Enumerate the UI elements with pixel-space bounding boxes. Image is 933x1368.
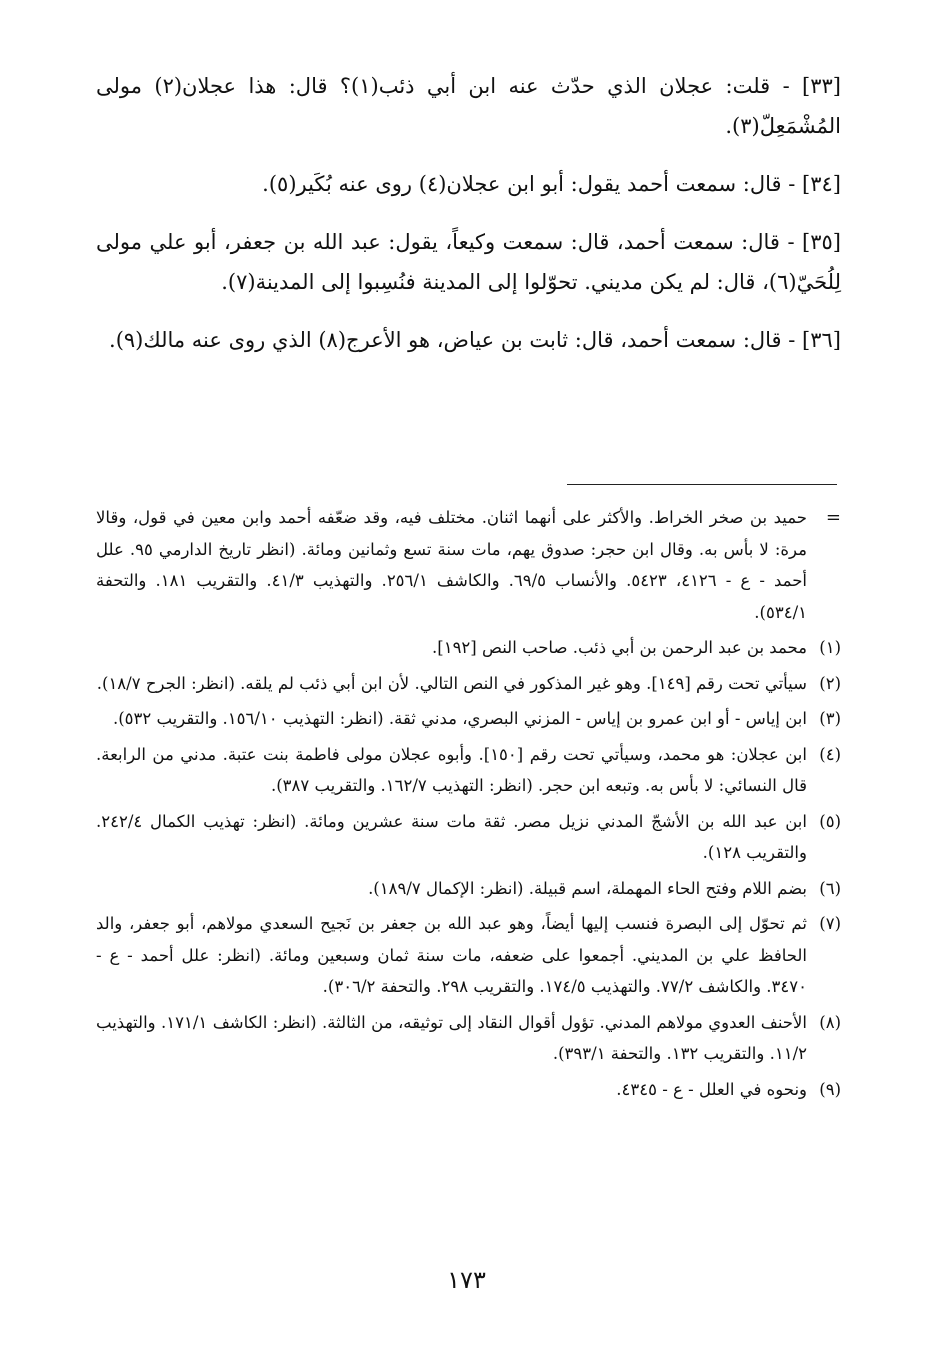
footnote-2	[96, 668, 841, 700]
footnote-text: ابن إياس - أو ابن عمرو بن إياس - المزني البصري، مدني ثقة. (انظر: التهذيب ١٥٦/١٠. والتقريب ٥٣٢).	[112, 709, 807, 728]
footnote-text: ابن عجلان: هو محمد، وسيأتي تحت رقم [١٥٠]. وأبوه عجلان مولى فاطمة بنت عتبة. مدني من الرابعة. قال النسائي: لا بأس به. وتبعه ابن حجر. (انظر: التهذيب ١٦٢/٧. والتقريب ٣٨٧).	[96, 744, 807, 795]
footnote-text: سيأتي تحت رقم [١٤٩]. وهو غير المذكور في النص التالي. لأن ابن أبي ذئب لم يلقه. (انظر: الجرح ١٨/٧).	[96, 673, 807, 693]
footnote-5	[96, 806, 841, 869]
page-number: ١٧٣	[447, 1266, 486, 1294]
footnote-number: (٨)	[819, 1012, 841, 1032]
footnote-text: ابن عبد الله بن الأشجّ المدني نزيل مصر. ثقة مات سنة عشرين ومائة. (انظر: تهذيب الكمال ٢٤٢/٤. والتقريب ١٢٨).	[96, 811, 807, 862]
main-text	[96, 66, 841, 360]
footnote-3	[96, 703, 841, 735]
footnote-text: محمد بن عبد الرحمن بن أبي ذئب. صاحب النص [١٩٢].	[432, 638, 807, 657]
footnote-number: (٦)	[819, 878, 841, 898]
footnote-1	[96, 632, 841, 664]
paragraph-34: [٣٤] - قال: سمعت أحمد يقول: أبو ابن عجلان(٤) روى عنه بُكَير(٥).	[262, 172, 841, 196]
footnote-6	[96, 873, 841, 905]
footnote-number: (٢)	[819, 673, 841, 693]
footnote-9	[96, 1074, 841, 1106]
paragraph-35: [٣٥] - قال: سمعت أحمد، قال: سمعت وكيعاً، يقول: عبد الله بن جعفر، أبو علي مولى لِلُحَيّ(٦)، قال: لم يكن مديني. تحوّلوا إلى المدينة فنُسِبوا إلى المدينة(٧).	[96, 230, 841, 294]
footnote-text: الأحنف العدوي مولاهم المدني. تؤول أقوال النقاد إلى توثيقه، من الثالثة. (انظر: الكاشف ١٧١/١. والتهذيب ١١/٢. والتقريب ١٣٢. والتحفة ٣٩٣/١).	[96, 1012, 808, 1063]
footnote-7	[96, 908, 841, 1003]
footnotes	[96, 502, 841, 1109]
footnote-number: (٧)	[819, 914, 841, 933]
footnote-continuation	[96, 502, 841, 628]
continuation-marker: =	[825, 507, 841, 528]
footnote-text: ثم تحوّل إلى البصرة فنسب إليها أيضاً، وهو عبد الله بن جعفر بن نَجيح السعدي مولاهم، أبو جعفر، والد الحافظ علي بن المديني. أجمعوا على ضعفه، مات سنة ثمان وسبعين ومائة. (انظر: علل أحمد - ع - ٣٤٧٠. والكاشف ٧٧/٢. والتهذيب ١٧٤/٥. والتقريب ٢٩٨. والتحفة ٣٠٦/٢).	[96, 914, 807, 996]
footnote-number: (٤)	[819, 744, 841, 764]
continuation-text: حميد بن صخر الخراط. والأكثر على أنهما اثنان. مختلف فيه، وقد ضعّفه أحمد وابن معين في قول، وقالا مرة: لا بأس به. وقال ابن حجر: صدوق يهم، مات سنة تسع وثمانين ومائة. (انظر تاريخ الدارمي ٩٥. علل أحمد - ع - ٤١٢٦، ٥٤٢٣. والأنساب ٦٩/٥. والكاشف ٢٥٦/١. والتهذيب ٤١/٣. والتقريب ١٨١. والتحفة ٥٣٤/١).	[96, 508, 808, 622]
footnote-text: بضم اللام وفتح الحاء المهملة، اسم قبيلة. (انظر: الإكمال ١٨٩/٧).	[368, 878, 807, 898]
footnote-4	[96, 739, 841, 802]
footnote-separator	[567, 484, 837, 485]
footnote-text: ونحوه في العلل - ع - ٤٣٤٥.	[616, 1079, 807, 1099]
paragraph-36: [٣٦] - قال: سمعت أحمد، قال: ثابت بن عياض، هو الأعرج(٨) الذي روى عنه مالك(٩).	[109, 328, 841, 352]
footnote-number: (٥)	[819, 811, 841, 831]
paragraph-33: [٣٣] - قلت: عجلان الذي حدّث عنه ابن أبي ذئب(١)؟ قال: هذا عجلان(٢) مولى المُشْمَعِلّ(٣).	[96, 74, 841, 138]
footnote-number: (٩)	[819, 1079, 841, 1099]
footnote-8	[96, 1007, 841, 1070]
footnote-number: (١)	[819, 638, 841, 657]
page-body	[96, 66, 841, 1368]
footnote-number: (٣)	[819, 709, 841, 728]
